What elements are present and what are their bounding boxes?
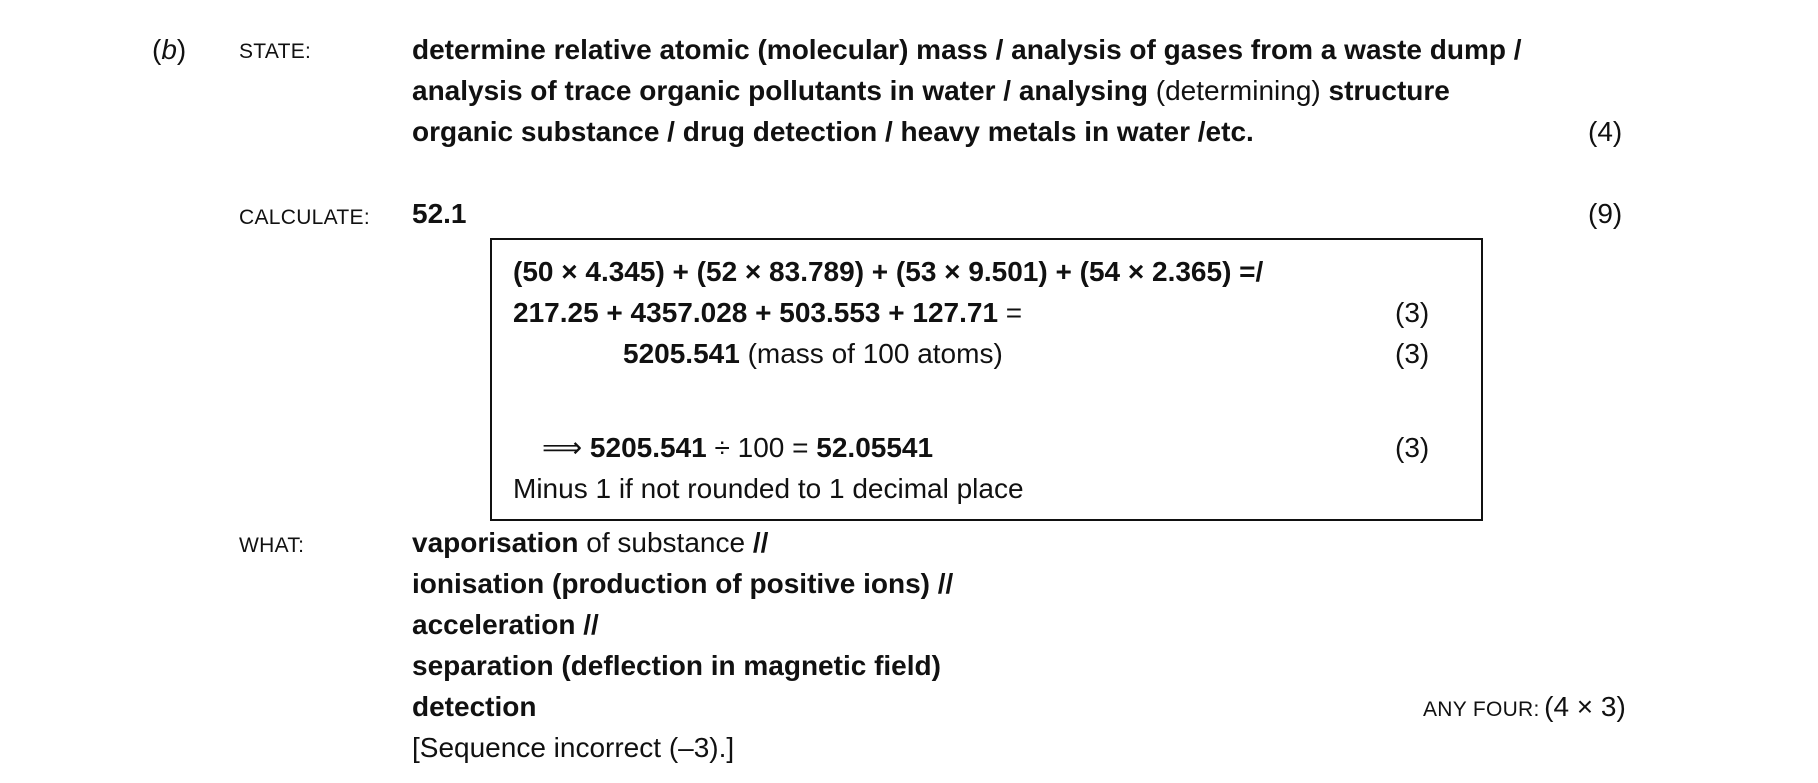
calc-line-3 [623, 334, 1003, 374]
what-line-6: [Sequence incorrect (–3).] [412, 732, 735, 763]
what-line-2: ionisation (production of positive ions) // [412, 568, 954, 599]
calc-line-2-marks: (3) [1395, 297, 1430, 328]
calc-line-4-marks: (3) [1395, 432, 1430, 463]
part-label-letter: b [161, 34, 177, 65]
what-line-1-bold: vaporisation [412, 527, 579, 558]
state-line-2-end: structure [1328, 75, 1450, 106]
calc-line-2-eq: = [998, 297, 1023, 328]
calc-line-3-value: 5205.541 [623, 338, 740, 369]
calc-line-5: Minus 1 if not rounded to 1 decimal place [513, 473, 1024, 504]
what-label: WHAT: [239, 534, 305, 557]
calculation-box [490, 238, 1483, 521]
what-line-1-sep: // [752, 527, 769, 558]
calc-line-4-result: 52.05541 [816, 432, 934, 463]
state-line-2 [412, 71, 1450, 111]
calc-line-3-marks: (3) [1395, 338, 1430, 369]
what-line-5: detection [412, 691, 537, 722]
calculate-marks: (9) [1588, 198, 1623, 229]
calc-line-1: (50 × 4.345) + (52 × 83.789) + (53 × 9.501) + (54 × 2.365) =/ [513, 256, 1264, 287]
what-line-3: acceleration // [412, 609, 599, 640]
calculate-label: CALCULATE: [239, 206, 370, 229]
part-label [152, 30, 186, 70]
what-marks-group [1423, 687, 1626, 730]
state-marks: (4) [1588, 116, 1623, 147]
part-label-open: ( [152, 34, 162, 65]
calc-line-4 [542, 428, 933, 468]
state-line-3: organic substance / drug detection / heavy metals in water /etc. [412, 116, 1254, 147]
calc-line-3-note: (mass of 100 atoms) [739, 338, 1003, 369]
what-line-1 [412, 523, 768, 563]
what-marks: (4 × 3) [1544, 691, 1626, 722]
state-line-2-paren: (determining) [1155, 75, 1321, 106]
calc-line-4-value: 5205.541 [589, 432, 707, 463]
calc-line-2-sum: 217.25 + 4357.028 + 503.553 + 127.71 [513, 297, 999, 328]
any-four-label: ANY FOUR: [1423, 698, 1540, 721]
what-line-4: separation (deflection in magnetic field) [412, 650, 941, 681]
part-label-close: ) [176, 34, 187, 65]
calculate-answer: 52.1 [412, 198, 467, 229]
state-line-2-text: analysis of trace organic pollutants in water / analysing [412, 75, 1148, 106]
implies-arrow-icon: ⟹ [542, 432, 583, 463]
state-label: STATE: [239, 40, 312, 63]
state-line-1: determine relative atomic (molecular) mass / analysis of gases from a waste dump / [412, 34, 1522, 65]
what-line-1-normal: of substance [578, 527, 753, 558]
calc-line-2 [513, 293, 1022, 333]
calc-line-4-op: ÷ 100 = [706, 432, 817, 463]
